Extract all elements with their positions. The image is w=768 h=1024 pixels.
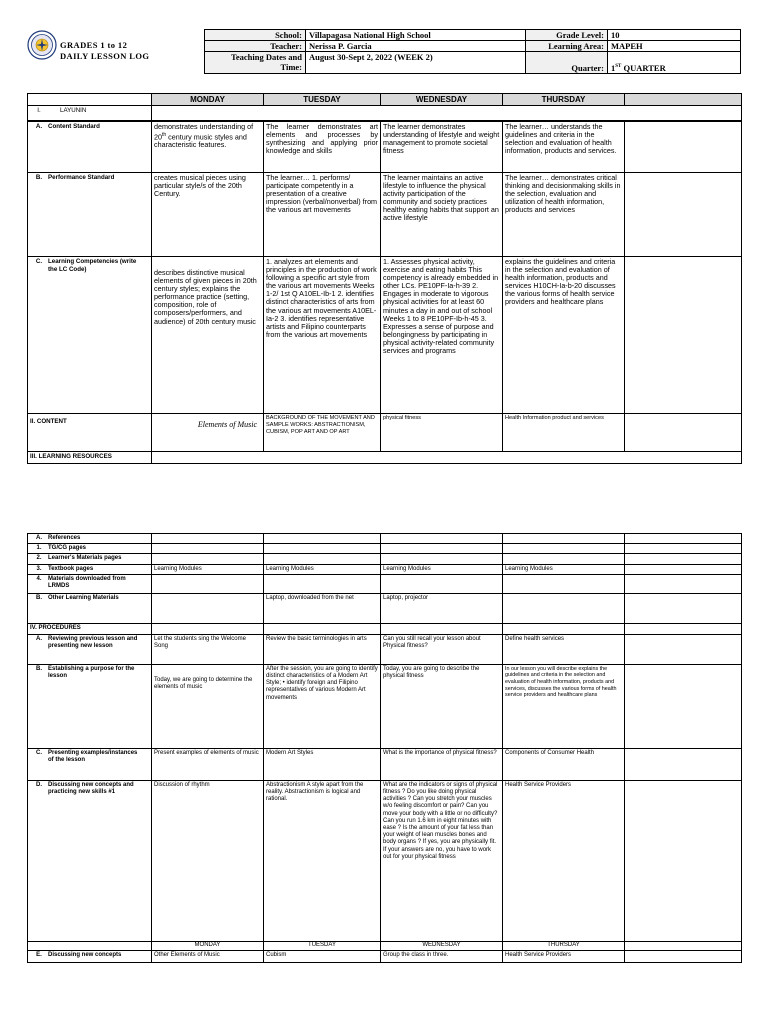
materials-downloaded-label: Materials downloaded from LRMDS [48,575,126,590]
header-info-table [204,29,741,74]
tg-cg-pages-row: 1. TG/CG pages [28,544,742,554]
other-materials-tuesday: Laptop, downloaded from the net [264,593,381,623]
performance-standard-wednesday: The learner maintains an active lifestyle to influence the physical activity participation of the community and society practices healthy eating habits that support an active lifestyle [381,173,503,257]
reviewing-tuesday: Review the basic terminologies in arts [264,634,381,664]
presenting-label: Presenting examples/instances of the lesson [48,749,138,764]
discussing-2-monday: Other Elements of Music [152,950,264,962]
purpose-row: B. Establishing a purpose for the lesson Today, we are going to determine the elements of music After the session, you are going to identify distinct characteristics of a Modern Art Style; • identify foreign and Filipino representatives of various Modern Art movements Today, you are going to describe the physical fitness In our lesson you will describe explains the guidelines and criteria in the selection and evaluation of health information, products and services, discusses the various forms of health service providers and healthcare plans [28,664,742,748]
discussing-1-label: Discussing new concepts and practicing new skills #1 [48,781,134,796]
content-monday: Elements of Music [152,414,264,452]
presenting-row: C. Presenting examples/instances of the lesson Present examples of elements of music Modern Art Styles What is the importance of physical fitness? Components of Consumer Health [28,748,742,780]
learners-materials-label: Learner's Materials pages [48,555,122,562]
purpose-label: Establishing a purpose for the lesson [48,665,135,680]
grade-level-label: Grade Level: [526,30,608,41]
learning-resources-row [28,452,742,464]
learning-competencies-thursday: explains the guidelines and criteria in the selection and evaluation of health information, products and services H10CH-Ia-b-20 discusses the various forms of health service providers and healthcare plans [503,257,625,414]
content-label: II. CONTENT [28,414,152,452]
content-tuesday: BACKGROUND OF THE MOVEMENT AND SAMPLE WORKS: ABSTRACTIONISM, CUBISM, POP ART AND OP ART [264,414,381,452]
other-materials-label: Other Learning Materials [48,594,119,601]
references-row: A. References [28,534,742,544]
presenting-tuesday: Modern Art Styles [264,748,381,780]
discussing-2-thursday: Health Service Providers [503,950,625,962]
textbook-tuesday: Learning Modules [264,564,381,574]
content-row [28,414,742,452]
quarter-value: 1ST QUARTER [608,52,741,74]
discussing-2-label: Discussing new concepts [48,951,122,958]
discussing-1-tuesday: Abstractionism A style apart from the reality. Abstractionism is logical and rational. [264,780,381,941]
learning-competencies-monday: describes distinctive musical elements of given pieces in 20th century styles; explains the performance practice (setting, composition, role of composers/performers, and audience) of 20th century music [152,257,264,414]
content-standard-wednesday: The learner demonstrates understanding of lifestyle and weight management to promote societal fitness [381,121,503,173]
purpose-thursday: In our lesson you will describe explains the guidelines and criteria in the selection and evaluation of health information, products and services, discusses the various forms of health service providers and healthcare plans [503,664,625,748]
reviewing-label: Reviewing previous lesson and presenting new lesson [48,635,138,650]
layunin-label: LAYUNIN [60,107,87,114]
discussing-1-wednesday: What are the indicators or signs of physical fitness ? Do you like doing physical activities ? Can you stretch your muscles w/o feeling discomfort or pain? Can you move your body with a little or no difficulty? Can you run 1.6 km in eight minutes with ease ? Is the amount of your fat less than your weight of lean muscles bones and body organs ? If yes, you are physically fit. If your answers are no, you have to work out for your physical fitness [381,780,503,941]
performance-standard-monday: creates musical pieces using particular style/s of the 20th Century. [152,173,264,257]
content-standard-monday: demonstrates understanding of 20th century music styles and characteristic features. [152,121,264,173]
references-label: References [48,535,81,541]
performance-standard-tuesday: The learner… 1. performs/ participate competently in a presentation of a creative impression (verbal/nonverbal) from the various art movements [264,173,381,257]
materials-downloaded-row: 4. Materials downloaded from LRMDS [28,574,742,593]
day-header-tuesday: TUESDAY [264,94,381,106]
learning-area-label: Learning Area: [526,41,608,52]
school-value: Villapagasa National High School [306,30,526,41]
day-repeat-tuesday: TUESDAY [264,941,381,950]
day-repeat-thursday: THURSDAY [503,941,625,950]
reviewing-row: A. Reviewing previous lesson and presenting new lesson Let the students sing the Welcome Song Review the basic terminologies in arts Can you still recall your lesson about Physical fitness? Define health services [28,634,742,664]
lesson-log-procedures-table [27,533,742,963]
discussing-1-monday: Discussion of rhythm [152,780,264,941]
purpose-monday: Today, we are going to determine the elements of music [152,664,264,748]
purpose-wednesday: Today, you are going to describe the physical fitness [381,664,503,748]
lesson-log-objectives-table [27,93,742,464]
reviewing-thursday: Define health services [503,634,625,664]
day-header-wednesday: WEDNESDAY [381,94,503,106]
performance-standard-label: Performance Standard [48,174,115,181]
presenting-wednesday: What is the importance of physical fitness? [381,748,503,780]
discussing-2-tuesday: Cubism [264,950,381,962]
content-wednesday: physical fitness [381,414,503,452]
content-standard-tuesday: The learner demonstrates art elements and processes by synthesizing and applying prior knowledge and skills [264,121,381,173]
day-header-thursday: THURSDAY [503,94,625,106]
tg-cg-pages-label: TG/CG pages [48,545,87,552]
learners-materials-row: 2. Learner's Materials pages [28,554,742,564]
quarter-label: Quarter: [526,52,608,74]
day-repeat-row [28,941,742,950]
teaching-dates-value: August 30-Sept 2, 2022 (WEEK 2) [306,52,526,74]
performance-standard-row: B. Performance Standard creates musical pieces using particular style/s of the 20th Century. The learner… 1. performs/ participate competently in a presentation of a creative impression (verbal/nonverbal) from the various art movements The learner maintains an active lifestyle to influence the physical activity participation of the community and society practices healthy eating habits that support an active lifestyle The learner… demonstrates critical thinking and decisionmaking skills in the selection, evaluation and utilization of health information, products and services [28,173,742,257]
textbook-thursday: Learning Modules [503,564,625,574]
performance-standard-thursday: The learner… demonstrates critical thinking and decisionmaking skills in the selection, evaluation and utilization of health information, products and services [503,173,625,257]
deped-seal-logo [27,30,57,60]
school-label: School: [205,30,306,41]
procedures-label: IV. PROCEDURES [28,623,152,634]
learning-competencies-tuesday: 1. analyzes art elements and principles in the production of work following a specific art style from the various art movements Weeks 1-2/ 1st Q A10EL-Ib-1 2. identifies distinct characteristics of arts from the various art movements A10EL- Ia-2 3. identifies representative artists and Filipino counterparts from the various art movements [264,257,381,414]
learning-area-value: MAPEH [608,41,741,52]
learning-competencies-label: Learning Competencies (write the LC Code) [48,258,137,273]
day-repeat-wednesday: WEDNESDAY [381,941,503,950]
textbook-pages-label: Textbook pages [48,565,94,572]
objectives-row: I. LAYUNIN [28,106,742,121]
discussing-1-thursday: Health Service Providers [503,780,625,941]
day-header-row [28,94,742,106]
textbook-pages-row: 3. Textbook pages Learning Modules Learning Modules Learning Modules Learning Modules [28,564,742,574]
procedures-row [28,623,742,634]
discussing-2-wednesday: Group the class in three. [381,950,503,962]
other-materials-wednesday: Laptop, projector [381,593,503,623]
content-standard-thursday: The learner… understands the guidelines and criteria in the selection and evaluation of health information, products and services. [503,121,625,173]
presenting-thursday: Components of Consumer Health [503,748,625,780]
presenting-monday: Present examples of elements of music [152,748,264,780]
content-thursday: Health Information product and services [503,414,625,452]
learning-competencies-row: C. Learning Competencies (write the LC Code) describes distinctive musical elements of given pieces in 20th century styles; explains the performance practice (setting, composition, role of composers/performers, and audience) of 20th century music 1. analyzes art elements and principles in the production of work following a specific art style from the various art movements Weeks 1-2/ 1st Q A10EL-Ib-1 2. identifies distinct characteristics of arts from the various art movements A10EL- Ia-2 3. identifies representative artists and Filipino counterparts from the various art movements 1. Assesses physical activity, exercise and eating habits This competency is already embedded in other LCs. PE10PF-Ia-h-39 2. Engages in moderate to vigorous physical activities for at least 60 minutes a day in and out of school Weeks 1 to 8 PE10PF-Ib-h-45 3. Expresses a sense of purpose and belongingness by participating in physical activity-related community services and programs explains the guidelines and criteria in the selection and evaluation of health information, products and services H10CH-Ia-b-20 discusses the various forms of health service providers and healthcare plans [28,257,742,414]
learning-resources-label: III. LEARNING RESOURCES [28,452,152,464]
reviewing-monday: Let the students sing the Welcome Song [152,634,264,664]
day-repeat-monday: MONDAY [152,941,264,950]
discussing-1-row: D. Discussing new concepts and practicing new skills #1 Discussion of rhythm Abstractionism A style apart from the reality. Abstractionism is logical and rational. What are the indicators or signs of physical fitness ? Do you like doing physical activities ? Can you stretch your muscles w/o feeling discomfort or pain? Can you move your body with a little or no difficulty? Can you run 1.6 km in eight minutes with ease ? Is the amount of your fat less than your weight of lean muscles bones and body organs ? If yes, you are physically fit. If your answers are no, you have to work out for your physical fitness Health Service Providers [28,780,742,941]
day-header-monday: MONDAY [152,94,264,106]
teacher-value: Nerissa P. Garcia [306,41,526,52]
teaching-dates-label: Teaching Dates and Time: [205,52,306,74]
teacher-label: Teacher: [205,41,306,52]
learning-competencies-wednesday: 1. Assesses physical activity, exercise and eating habits This competency is already embedded in other LCs. PE10PF-Ia-h-39 2. Engages in moderate to vigorous physical activities for at least 60 minutes a day in and out of school Weeks 1 to 8 PE10PF-Ib-h-45 3. Expresses a sense of purpose and belongingness by participating in physical activity-related community services and programs [381,257,503,414]
document-title: GRADES 1 to 12 DAILY LESSON LOG [60,40,150,61]
grade-level-value: 10 [608,30,741,41]
reviewing-wednesday: Can you still recall your lesson about Physical fitness? [381,634,503,664]
purpose-tuesday: After the session, you are going to identify distinct characteristics of a Modern Art Style; • identify foreign and Filipino representatives of various Modern Art movements [264,664,381,748]
textbook-monday: Learning Modules [152,564,264,574]
textbook-wednesday: Learning Modules [381,564,503,574]
content-standard-row: A. Content Standard demonstrates understanding of 20th century music styles and characteristic features. The learner demonstrates art elements and processes by synthesizing and applying prior knowledge and skills The learner demonstrates understanding of lifestyle and weight management to promote societal fitness The learner… understands the guidelines and criteria in the selection and evaluation of health information, products and services. [28,121,742,173]
discussing-2-row: E. Discussing new concepts Other Elements of Music Cubism Group the class in three. Health Service Providers [28,950,742,962]
other-materials-row: B. Other Learning Materials Laptop, downloaded from the net Laptop, projector [28,593,742,623]
content-standard-label: Content Standard [48,122,100,130]
